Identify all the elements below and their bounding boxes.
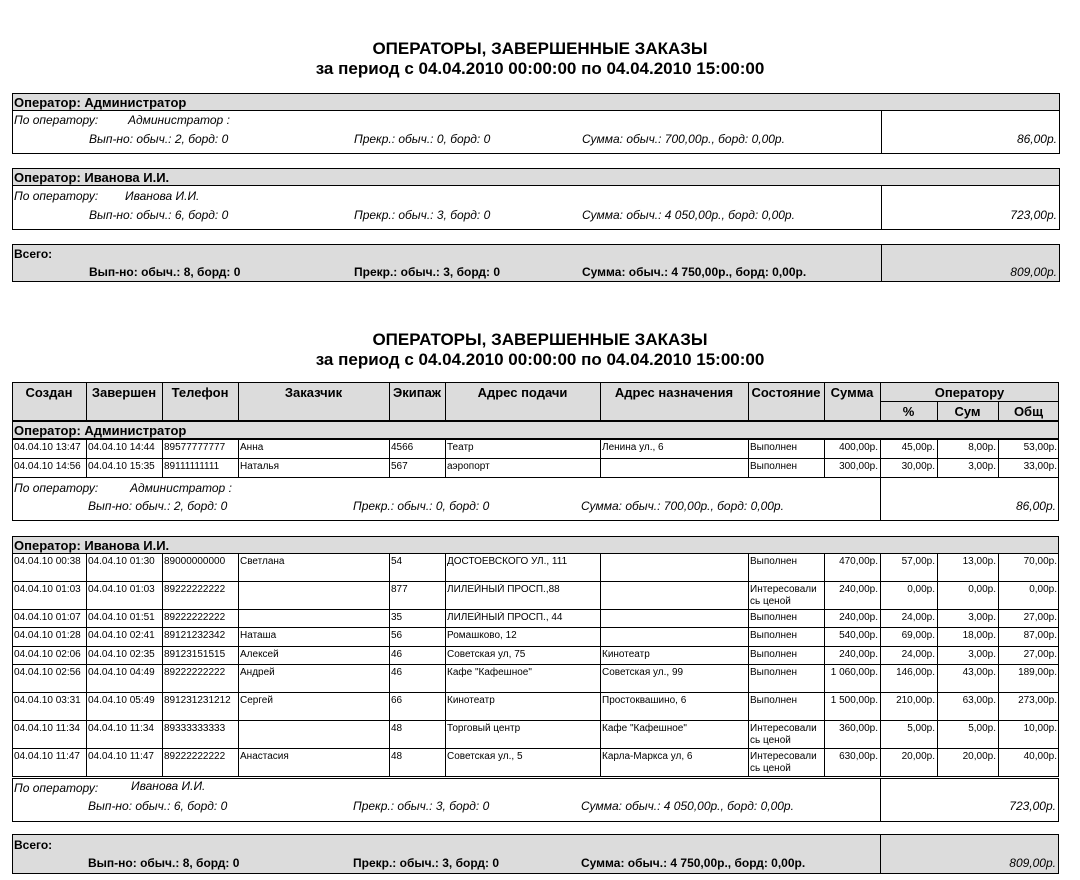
operator-header: Оператор: Иванова И.И. bbox=[14, 170, 170, 185]
col-operator: Оператору bbox=[934, 385, 1005, 400]
done-stats: Вып-но: обыч.: 6, борд: 0 bbox=[88, 799, 228, 813]
done-stats: Вып-но: обыч.: 8, борд: 0 bbox=[88, 856, 240, 870]
cell-phone: 89577777777 bbox=[164, 442, 226, 453]
cell-op-sum: 8,00р. bbox=[968, 442, 996, 453]
cell-op-percent: 45,00р. bbox=[901, 442, 935, 453]
cell-op-sum: 43,00р. bbox=[962, 667, 996, 678]
cancel-stats: Прекр.: обыч.: 3, борд: 0 bbox=[353, 799, 490, 813]
cell-created: 04.04.10 02:06 bbox=[14, 649, 81, 660]
cell-pickup: Торговый центр bbox=[447, 723, 521, 734]
cell-created: 04.04.10 03:31 bbox=[14, 695, 81, 706]
sum-stats: Сумма: обыч.: 4 050,00р., борд: 0,00р. bbox=[582, 208, 795, 222]
cancel-stats: Прекр.: обыч.: 3, борд: 0 bbox=[354, 208, 491, 222]
report-title: ОПЕРАТОРЫ, ЗАВЕРШЕННЫЕ ЗАКАЗЫ bbox=[372, 330, 708, 349]
done-stats: Вып-но: обыч.: 6, борд: 0 bbox=[89, 208, 229, 222]
cell-status: Выполнен bbox=[750, 667, 798, 678]
cell-pickup: Кинотеатр bbox=[447, 695, 495, 706]
col-pickup: Адрес подачи bbox=[477, 385, 568, 400]
cell-destination: Кинотеатр bbox=[602, 649, 650, 660]
cell-phone: 89121232342 bbox=[164, 630, 226, 641]
cell-op-total: 87,00р. bbox=[1023, 630, 1057, 641]
cell-customer: Светлана bbox=[240, 556, 285, 567]
cell-created: 04.04.10 02:56 bbox=[14, 667, 81, 678]
cell-pickup: Ромашково, 12 bbox=[447, 630, 517, 641]
cell-customer: Анна bbox=[240, 442, 264, 453]
cell-status: Выполнен bbox=[750, 649, 798, 660]
cell-finished: 04.04.10 04:49 bbox=[88, 667, 155, 678]
report-title: ОПЕРАТОРЫ, ЗАВЕРШЕННЫЕ ЗАКАЗЫ bbox=[372, 39, 708, 58]
sum-stats: Сумма: обыч.: 4 750,00р., борд: 0,00р. bbox=[581, 856, 806, 870]
cell-op-total: 40,00р. bbox=[1023, 751, 1057, 762]
cell-op-total: 273,00р. bbox=[1018, 695, 1057, 706]
cell-sum: 240,00р. bbox=[839, 612, 878, 623]
cell-op-percent: 24,00р. bbox=[901, 649, 935, 660]
col-status: Состояние bbox=[751, 385, 821, 400]
cell-crew: 877 bbox=[391, 584, 408, 595]
cell-crew: 48 bbox=[391, 723, 403, 734]
operator-total: 86,00р. bbox=[1015, 499, 1056, 513]
cell-finished: 04.04.10 11:47 bbox=[88, 751, 154, 762]
cell-op-percent: 20,00р. bbox=[901, 751, 935, 762]
operator-header: Оператор: Администратор bbox=[14, 95, 187, 110]
cell-sum: 360,00р. bbox=[839, 723, 878, 734]
cell-customer: Алексей bbox=[240, 649, 279, 660]
cell-op-total: 0,00р. bbox=[1029, 584, 1057, 595]
cell-crew: 66 bbox=[391, 695, 403, 706]
cell-op-sum: 20,00р. bbox=[962, 751, 996, 762]
cell-finished: 04.04.10 11:34 bbox=[88, 723, 154, 734]
col-sum: Сумма bbox=[830, 385, 874, 400]
cell-crew: 567 bbox=[391, 461, 408, 472]
cell-destination: Карла-Маркса ул, 6 bbox=[602, 751, 693, 762]
cell-crew: 35 bbox=[391, 612, 403, 623]
cell-crew: 4566 bbox=[391, 442, 414, 453]
cell-finished: 04.04.10 15:35 bbox=[88, 461, 155, 472]
cell-phone: 89000000000 bbox=[164, 556, 226, 567]
sum-stats: Сумма: обыч.: 700,00р., борд: 0,00р. bbox=[581, 499, 784, 513]
cell-op-percent: 69,00р. bbox=[901, 630, 935, 641]
cell-customer: Анастасия bbox=[240, 751, 289, 762]
cell-op-total: 70,00р. bbox=[1023, 556, 1057, 567]
cell-status: Выполнен bbox=[750, 612, 798, 623]
cell-crew: 46 bbox=[391, 667, 403, 678]
cell-phone: 89222222222 bbox=[164, 584, 226, 595]
cell-op-total: 53,00р. bbox=[1023, 442, 1057, 453]
operator-name: Администратор : bbox=[128, 113, 230, 127]
cell-destination: Ленина ул., 6 bbox=[602, 442, 664, 453]
cell-status: Интересовали сь ценой bbox=[750, 723, 817, 746]
total-label: Всего: bbox=[14, 838, 53, 852]
cell-finished: 04.04.10 02:41 bbox=[88, 630, 155, 641]
operator-name: Иванова И.И. bbox=[125, 189, 200, 203]
cell-customer: Сергей bbox=[240, 695, 273, 706]
cell-op-percent: 5,00р. bbox=[907, 723, 935, 734]
sum-stats: Сумма: обыч.: 4 050,00р., борд: 0,00р. bbox=[581, 799, 794, 813]
done-stats: Вып-но: обыч.: 8, борд: 0 bbox=[89, 265, 241, 279]
cell-sum: 240,00р. bbox=[839, 584, 878, 595]
cell-finished: 04.04.10 01:51 bbox=[88, 612, 155, 623]
by-operator-label: По оператору: bbox=[14, 781, 99, 795]
cell-created: 04.04.10 01:03 bbox=[14, 584, 81, 595]
cell-crew: 56 bbox=[391, 630, 403, 641]
col-crew: Экипаж bbox=[392, 385, 442, 400]
cell-sum: 400,00р. bbox=[839, 442, 878, 453]
cell-created: 04.04.10 13:47 bbox=[14, 442, 81, 453]
cell-finished: 04.04.10 05:49 bbox=[88, 695, 155, 706]
cell-op-sum: 13,00р. bbox=[962, 556, 996, 567]
cell-op-percent: 30,00р. bbox=[901, 461, 935, 472]
cell-sum: 470,00р. bbox=[839, 556, 878, 567]
cell-status: Выполнен bbox=[750, 630, 798, 641]
cell-op-sum: 63,00р. bbox=[962, 695, 996, 706]
total-label: Всего: bbox=[14, 247, 53, 261]
cell-created: 04.04.10 11:47 bbox=[14, 751, 80, 762]
cell-pickup: Советская ул, 75 bbox=[447, 649, 526, 660]
cell-destination: Кафе "Кафешное" bbox=[602, 723, 687, 734]
cell-status: Выполнен bbox=[750, 695, 798, 706]
cell-created: 04.04.10 01:28 bbox=[14, 630, 81, 641]
cell-crew: 48 bbox=[391, 751, 403, 762]
col-op-total: Общ bbox=[1013, 404, 1044, 419]
cell-op-sum: 3,00р. bbox=[968, 612, 996, 623]
col-op-sum: Сум bbox=[954, 404, 981, 419]
cell-op-total: 189,00р. bbox=[1018, 667, 1057, 678]
operator-name: Иванова И.И. bbox=[131, 779, 206, 793]
done-stats: Вып-но: обыч.: 2, борд: 0 bbox=[89, 132, 229, 146]
cell-op-total: 33,00р. bbox=[1023, 461, 1057, 472]
cell-destination: Простоквашино, 6 bbox=[602, 695, 687, 706]
cancel-stats: Прекр.: обыч.: 3, борд: 0 bbox=[353, 856, 499, 870]
cell-op-sum: 3,00р. bbox=[968, 649, 996, 660]
col-finished: Завершен bbox=[91, 385, 157, 400]
done-stats: Вып-но: обыч.: 2, борд: 0 bbox=[88, 499, 228, 513]
report-period: за период с 04.04.2010 00:00:00 по 04.04.2010 15:00:00 bbox=[315, 350, 765, 369]
cell-pickup: ЛИЛЕЙНЫЙ ПРОСП., 44 bbox=[447, 612, 563, 623]
cell-phone: 891231231212 bbox=[164, 695, 231, 706]
cell-op-sum: 18,00р. bbox=[962, 630, 996, 641]
cell-pickup: Советская ул., 5 bbox=[447, 751, 523, 762]
cell-created: 04.04.10 14:56 bbox=[14, 461, 81, 472]
cell-status: Выполнен bbox=[750, 556, 798, 567]
cell-pickup: аэропорт bbox=[447, 461, 490, 472]
cell-phone: 89333333333 bbox=[164, 723, 226, 734]
cell-customer: Наталья bbox=[240, 461, 280, 472]
cell-op-percent: 24,00р. bbox=[901, 612, 935, 623]
cell-sum: 1 500,00р. bbox=[830, 695, 878, 706]
col-destination: Адрес назначения bbox=[614, 385, 734, 400]
cell-phone: 89111111111 bbox=[164, 461, 220, 472]
col-phone: Телефон bbox=[171, 385, 229, 400]
cell-status: Интересовали сь ценой bbox=[750, 584, 817, 607]
cell-pickup: ДОСТОЕВСКОГО УЛ., 111 bbox=[447, 556, 568, 567]
cell-sum: 1 060,00р. bbox=[830, 667, 878, 678]
cell-op-total: 27,00р. bbox=[1023, 649, 1057, 660]
cell-op-total: 10,00р. bbox=[1023, 723, 1057, 734]
cell-phone: 89222222222 bbox=[164, 667, 226, 678]
cell-op-percent: 57,00р. bbox=[901, 556, 935, 567]
cell-sum: 540,00р. bbox=[839, 630, 878, 641]
col-percent: % bbox=[902, 404, 915, 419]
cell-sum: 630,00р. bbox=[839, 751, 878, 762]
by-operator-label: По оператору: bbox=[14, 113, 99, 127]
cell-pickup: ЛИЛЕЙНЫЙ ПРОСП.,88 bbox=[447, 584, 560, 595]
cell-created: 04.04.10 01:07 bbox=[14, 612, 81, 623]
cell-finished: 04.04.10 01:30 bbox=[88, 556, 155, 567]
cell-pickup: Театр bbox=[447, 442, 474, 453]
cell-op-total: 27,00р. bbox=[1023, 612, 1057, 623]
group-header-label: Оператор: Администратор bbox=[14, 423, 187, 438]
operator-total: 723,00р. bbox=[1009, 799, 1056, 813]
cell-sum: 240,00р. bbox=[839, 649, 878, 660]
col-created: Создан bbox=[25, 385, 73, 400]
cell-customer: Наташа bbox=[240, 630, 277, 641]
cell-op-percent: 210,00р. bbox=[896, 695, 935, 706]
cell-phone: 89123151515 bbox=[164, 649, 226, 660]
cell-status: Выполнен bbox=[750, 461, 798, 472]
cell-pickup: Кафе "Кафешное" bbox=[447, 667, 532, 678]
cell-created: 04.04.10 00:38 bbox=[14, 556, 81, 567]
cell-finished: 04.04.10 02:35 bbox=[88, 649, 155, 660]
col-customer: Заказчик bbox=[284, 385, 343, 400]
cell-op-sum: 0,00р. bbox=[968, 584, 996, 595]
cell-customer: Андрей bbox=[240, 667, 275, 678]
cell-finished: 04.04.10 01:03 bbox=[88, 584, 155, 595]
cancel-stats: Прекр.: обыч.: 3, борд: 0 bbox=[354, 265, 500, 279]
report-period: за период с 04.04.2010 00:00:00 по 04.04.2010 15:00:00 bbox=[315, 59, 765, 78]
grand-total: 809,00р. bbox=[1010, 265, 1057, 279]
sum-stats: Сумма: обыч.: 4 750,00р., борд: 0,00р. bbox=[582, 265, 807, 279]
cell-op-sum: 3,00р. bbox=[968, 461, 996, 472]
cell-op-percent: 0,00р. bbox=[907, 584, 935, 595]
cell-destination: Советская ул., 99 bbox=[602, 667, 684, 678]
operator-name: Администратор : bbox=[130, 481, 232, 495]
cell-op-sum: 5,00р. bbox=[968, 723, 996, 734]
by-operator-label: По оператору: bbox=[14, 189, 99, 203]
operator-total: 723,00р. bbox=[1010, 208, 1057, 222]
cell-phone: 89222222222 bbox=[164, 751, 226, 762]
cell-crew: 54 bbox=[391, 556, 403, 567]
cell-finished: 04.04.10 14:44 bbox=[88, 442, 155, 453]
grand-total: 809,00р. bbox=[1009, 856, 1056, 870]
cell-phone: 89222222222 bbox=[164, 612, 226, 623]
cancel-stats: Прекр.: обыч.: 0, борд: 0 bbox=[353, 499, 490, 513]
cell-status: Выполнен bbox=[750, 442, 798, 453]
cell-crew: 46 bbox=[391, 649, 403, 660]
cancel-stats: Прекр.: обыч.: 0, борд: 0 bbox=[354, 132, 491, 146]
cell-sum: 300,00р. bbox=[839, 461, 878, 472]
group-header-label: Оператор: Иванова И.И. bbox=[14, 538, 170, 553]
cell-created: 04.04.10 11:34 bbox=[14, 723, 80, 734]
operator-total: 86,00р. bbox=[1016, 132, 1057, 146]
cell-status: Интересовали сь ценой bbox=[750, 751, 817, 774]
by-operator-label: По оператору: bbox=[14, 481, 99, 495]
cell-op-percent: 146,00р. bbox=[896, 667, 935, 678]
sum-stats: Сумма: обыч.: 700,00р., борд: 0,00р. bbox=[582, 132, 785, 146]
